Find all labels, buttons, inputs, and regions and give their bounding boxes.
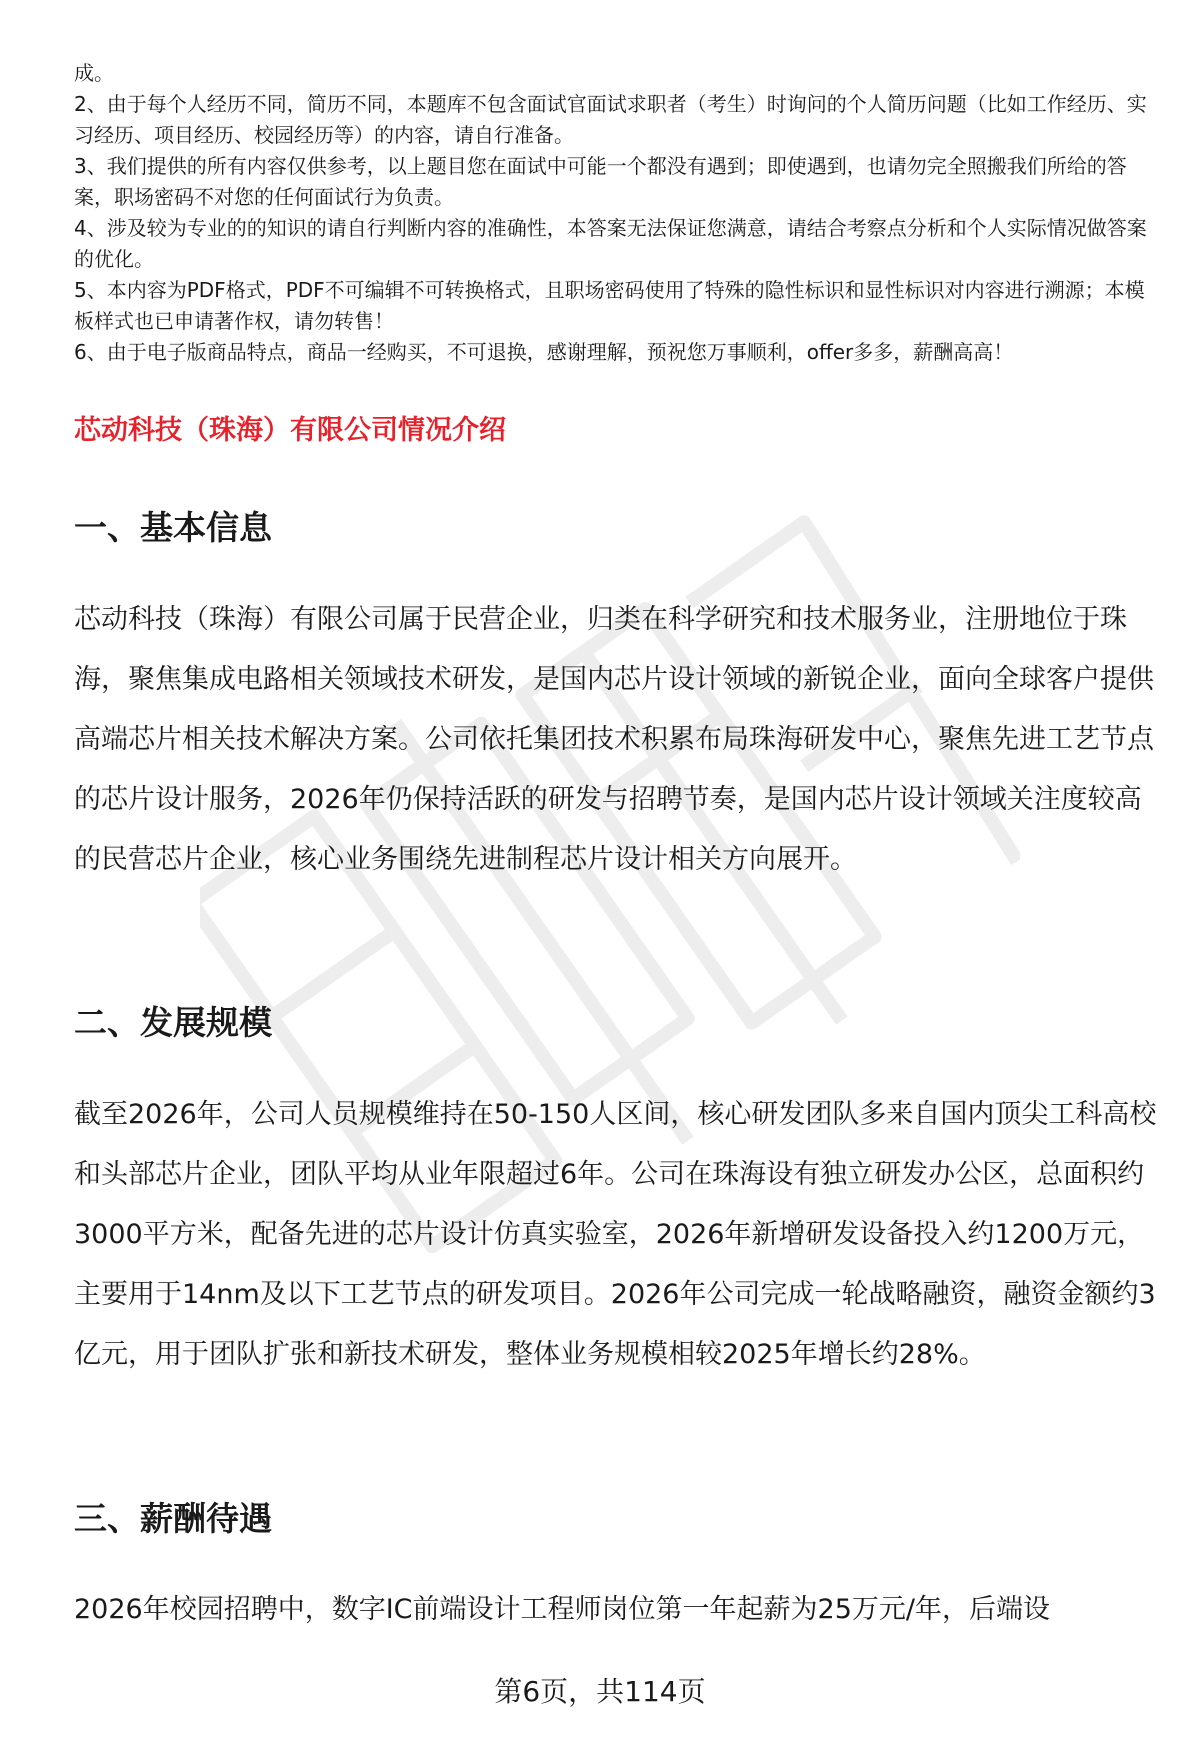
section-body-scale: 截至2026年，公司人员规模维持在50-150人区间，核心研发团队多来自国内顶尖工科高校和头部芯片企业，团队平均从业年限超过6年。公司在珠海设有独立研发办公区，总面积约3000平方米，配备先进的芯片设计仿真实验室，2026年新增研发设备投入约1200万元，主要用于14nm及以下工艺节点的研发项目。2026年公司完成一轮战略融资，融资金额约3亿元，用于团队扩张和新技术研发，整体业务规模相较2025年增长约28%。 (74, 1099, 1157, 1370)
note-item: 4、涉及较为专业的的知识的请自行判断内容的准确性，本答案无法保证您满意，请结合考察点分析和个人实际情况做答案的优化。 (74, 216, 1147, 271)
section-heading-scale: 二、发展规模 (74, 1003, 272, 1042)
section-heading-salary: 三、薪酬待遇 (74, 1499, 272, 1538)
section-heading-basic-info: 一、基本信息 (74, 508, 272, 547)
notes-list (74, 58, 1154, 368)
note-item: 2、由于每个人经历不同，简历不同，本题库不包含面试官面试求职者（考生）时询问的个人简历问题（比如工作经历、实习经历、项目经历、校园经历等）的内容，请自行准备。 (74, 92, 1147, 147)
section-body-basic-info: 芯动科技（珠海）有限公司属于民营企业，归类在科学研究和技术服务业，注册地位于珠海，聚焦集成电路相关领域技术研发，是国内芯片设计领域的新锐企业，面向全球客户提供高端芯片相关技术解决方案。公司依托集团技术积累布局珠海研发中心，聚焦先进工艺节点的芯片设计服务，2026年仍保持活跃的研发与招聘节奏，是国内芯片设计领域关注度较高的民营芯片企业，核心业务围绕先进制程芯片设计相关方向展开。 (74, 604, 1154, 875)
note-item: 5、本内容为PDF格式，PDF不可编辑不可转换格式，且职场密码使用了特殊的隐性标识和显性标识对内容进行溯源；本模板样式也已申请著作权，请勿转售！ (74, 278, 1145, 333)
company-title: 芯动科技（珠海）有限公司情况介绍 (74, 415, 506, 446)
note-item: 6、由于电子版商品特点，商品一经购买，不可退换，感谢理解，预祝您万事顺利，offer多多，薪酬高高！ (74, 340, 1014, 364)
note-item: 成。 (74, 61, 114, 85)
page-number: 第6页，共114页 (494, 1675, 706, 1708)
note-item: 3、我们提供的所有内容仅供参考，以上题目您在面试中可能一个都没有遇到；即使遇到，也请勿完全照搬我们所给的答案，职场密码不对您的任何面试行为负责。 (74, 154, 1127, 209)
section-body-salary: 2026年校园招聘中，数字IC前端设计工程师岗位第一年起薪为25万元/年，后端设 (74, 1594, 1050, 1625)
